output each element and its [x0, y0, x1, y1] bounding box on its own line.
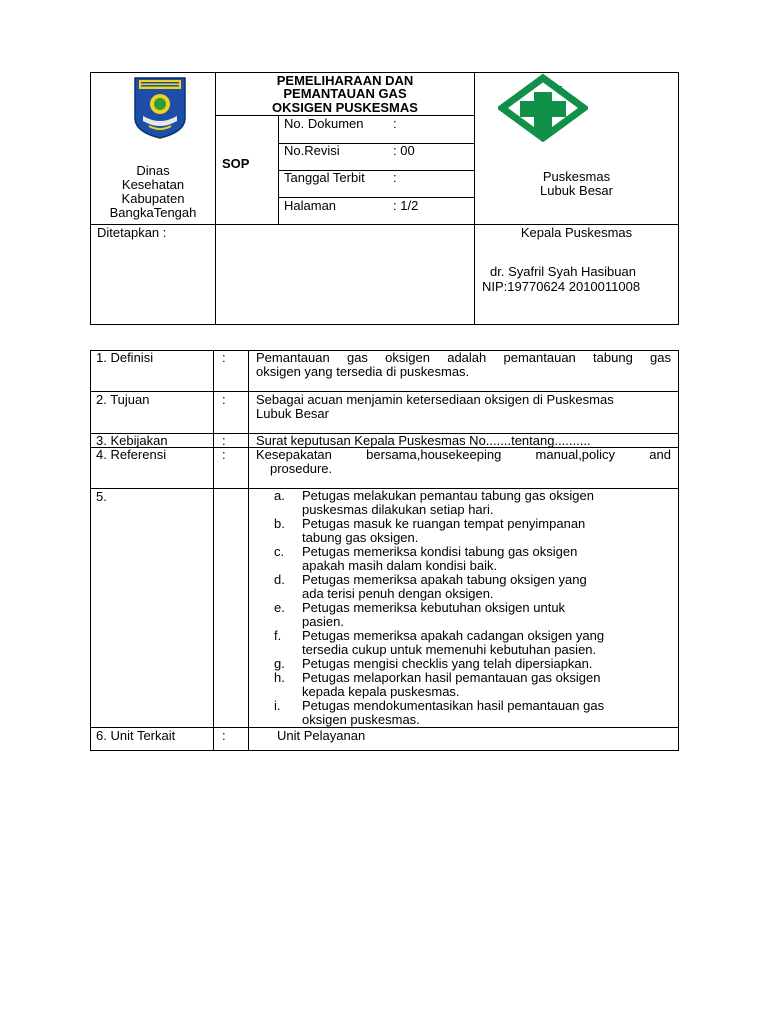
title-line: OKSIGEN PUSKESMAS — [272, 100, 418, 115]
meta-value: : 00 — [393, 143, 415, 158]
signer-name: dr. Syafril Syah Hasibuan — [490, 264, 636, 279]
puskesmas-logo-icon — [498, 72, 588, 142]
ditetapkan-label: Ditetapkan : — [97, 225, 167, 240]
kepala-title: Kepala Puskesmas — [520, 225, 633, 240]
step-text: Petugas memeriksa kondisi tabung gas oksigen — [302, 544, 578, 559]
step-letter: e. — [274, 600, 285, 615]
step-text: Petugas melakukan pemantau tabung gas oksigen — [302, 488, 594, 503]
step-text: oksigen puskesmas. — [302, 712, 420, 727]
step-letter: g. — [274, 656, 285, 671]
step-text: Petugas mendokumentasikan hasil pemantauan gas — [302, 698, 605, 713]
definisi-text: Pemantauan gas oksigen adalah pemantauan tabung gas — [256, 350, 671, 365]
step-letter: a. — [274, 488, 285, 503]
step-text: apakah masih dalam kondisi baik. — [302, 558, 498, 573]
title-line: PEMANTAUAN GAS — [283, 86, 407, 101]
colon: : — [222, 392, 226, 407]
kabupaten-crest-icon — [133, 76, 187, 140]
right-org-line: Puskesmas — [542, 169, 611, 184]
meta-label: Halaman — [284, 198, 337, 213]
step-text: Petugas memeriksa kebutuhan oksigen untuk — [302, 600, 566, 615]
colon: : — [222, 728, 226, 743]
left-org-line: Dinas — [136, 163, 170, 178]
kebijakan-label: 3. Kebijakan — [96, 433, 168, 448]
step-text: puskesmas dilakukan setiap hari. — [302, 502, 494, 517]
step-letter: b. — [274, 516, 285, 531]
sop-label: SOP — [222, 156, 250, 171]
step-letter: i. — [274, 698, 281, 713]
referensi-text: Kesepakatan bersama,housekeeping manual,policy and — [256, 447, 671, 462]
step-text: ada terisi penuh dengan oksigen. — [302, 586, 494, 601]
referensi-text: prosedure. — [270, 461, 333, 476]
unit-terkait-label: 6. Unit Terkait — [96, 728, 176, 743]
left-org-line: BangkaTengah — [109, 205, 197, 220]
step-text: Petugas mengisi checklis yang telah dipersiapkan. — [302, 656, 593, 671]
tujuan-text: Sebagai acuan menjamin ketersediaan oksigen di Puskesmas — [256, 392, 614, 407]
colon: : — [222, 350, 226, 365]
left-org-line: Kesehatan — [121, 177, 185, 192]
definisi-text: oksigen yang tersedia di puskesmas. — [256, 364, 470, 379]
right-org-line: Lubuk Besar — [540, 183, 613, 198]
unit-terkait-text: Unit Pelayanan — [277, 728, 366, 743]
kebijakan-text: Surat keputusan Kepala Puskesmas No.......tentang.......... — [256, 433, 591, 448]
meta-value: : — [393, 170, 397, 185]
step-text: Petugas memeriksa apakah cadangan oksigen yang — [302, 628, 605, 643]
definisi-label: 1. Definisi — [96, 350, 154, 365]
title-line: PEMELIHARAAN DAN — [276, 73, 414, 88]
left-org-line: Kabupaten — [121, 191, 185, 206]
tujuan-text: Lubuk Besar — [256, 406, 329, 421]
step-letter: d. — [274, 572, 285, 587]
meta-value: : — [393, 116, 397, 131]
meta-label: Tanggal Terbit — [284, 170, 365, 185]
step-letter: f. — [274, 628, 282, 643]
meta-label: No. Dokumen — [284, 116, 364, 131]
step-letter: h. — [274, 670, 285, 685]
prosedur-label: 5. — [96, 489, 107, 504]
step-text: Petugas masuk ke ruangan tempat penyimpanan — [302, 516, 586, 531]
referensi-label: 4. Referensi — [96, 447, 167, 462]
meta-label: No.Revisi — [284, 143, 340, 158]
step-text: tabung gas oksigen. — [302, 530, 419, 545]
step-letter: c. — [274, 544, 285, 559]
step-text: tersedia cukup untuk memenuhi kebutuhan pasien. — [302, 642, 597, 657]
colon: : — [222, 447, 226, 462]
step-text: kepada kepala puskesmas. — [302, 684, 460, 699]
colon: : — [222, 433, 226, 448]
meta-value: : 1/2 — [393, 198, 419, 213]
step-text: pasien. — [302, 614, 344, 629]
signer-nip: NIP:19770624 2010011008 — [482, 279, 641, 294]
tujuan-label: 2. Tujuan — [96, 392, 150, 407]
step-text: Petugas melaporkan hasil pemantauan gas oksigen — [302, 670, 601, 685]
step-text: Petugas memeriksa apakah tabung oksigen yang — [302, 572, 587, 587]
